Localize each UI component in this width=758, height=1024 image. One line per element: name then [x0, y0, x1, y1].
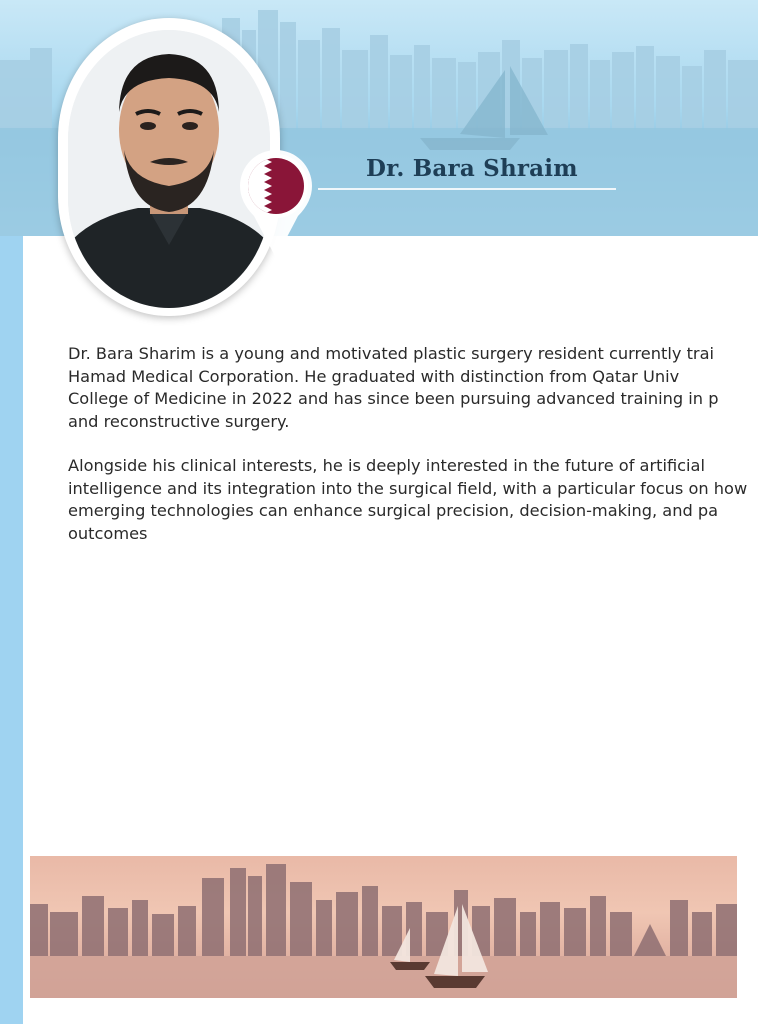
qatar-flag-pin-icon — [240, 150, 312, 262]
bio-line: intelligence and its integration into the surgical field, with a particular focus on how — [68, 478, 748, 498]
bio-line: College of Medicine in 2022 and has since been pursuing advanced training in p — [68, 389, 719, 408]
bio-line: and reconstructive surgery. — [68, 411, 290, 431]
bio-line: outcomes — [68, 523, 148, 543]
bio-paragraph-1 — [68, 343, 758, 433]
skyline-sunset-silhouette — [30, 856, 737, 998]
bio-line: emerging technologies can enhance surgical precision, decision-making, and pa — [68, 501, 719, 520]
doctor-name: Dr. Bara Shraim — [366, 155, 578, 182]
footer-skyline-image — [30, 856, 737, 998]
bio-line: Hamad Medical Corporation. He graduated with distinction from Qatar Univ — [68, 366, 680, 386]
bio-paragraph-2 — [68, 455, 758, 545]
name-underline-divider — [318, 188, 616, 190]
bio-line: Dr. Bara Sharim is a young and motivated plastic surgery resident currently trai — [68, 344, 715, 363]
bio-line: Alongside his clinical interests, he is deeply interested in the future of artificial — [68, 456, 705, 475]
